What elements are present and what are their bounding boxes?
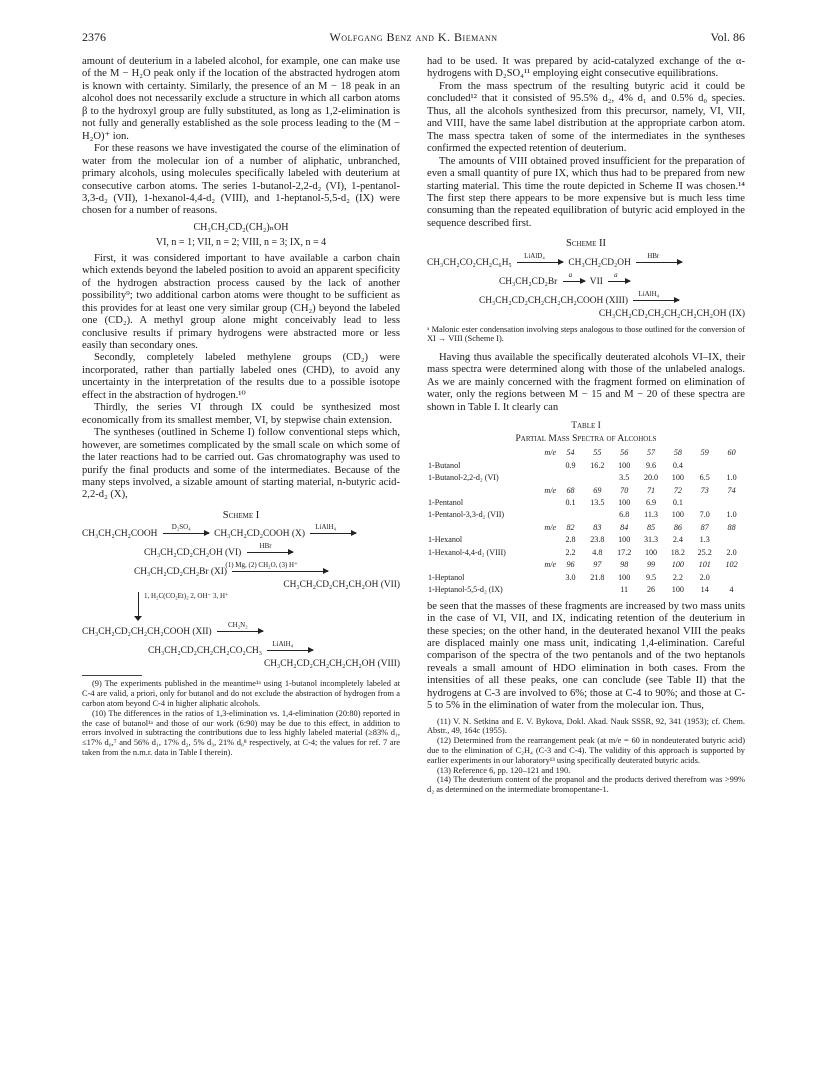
mz-label: m/e <box>544 522 557 532</box>
intensity-cell: 20.0 <box>643 473 659 483</box>
intensity-cell: 0.1 <box>672 497 683 507</box>
intensity-cell: 100 <box>671 510 684 520</box>
reagent-label: HBr <box>259 542 272 551</box>
intensity-cell: 100 <box>671 585 684 595</box>
volume-label: Vol. 86 <box>710 30 745 44</box>
table-row <box>427 547 745 559</box>
footnote: (11) V. N. Setkina and E. V. Bykova, Dokl. Akad. Nauk SSSR, 92, 341 (1953); cf. Chem. Abstr., 49, 164c (1955). <box>427 716 745 736</box>
intensity-cell <box>718 497 745 509</box>
footnotes <box>427 717 745 795</box>
scheme-compound: CH₃CH₂CD₂CH₂CH₂OH (VII) <box>283 580 400 591</box>
scheme-compound: CH₃CH₂CD₂COOH (X) <box>214 529 305 540</box>
intensity-cell: 23.8 <box>590 535 605 545</box>
intensity-cell: 2.0 <box>726 547 737 557</box>
mz-cell: 56 <box>620 448 629 458</box>
intensity-cell: 4.8 <box>592 547 603 557</box>
scheme-compound: CH₃CH₂CD₂CH₂CH₂COOH (XII) <box>82 627 212 638</box>
intensity-cell: 2.0 <box>699 572 710 582</box>
mz-cell: 55 <box>593 448 602 458</box>
mz-cell: 98 <box>620 560 629 570</box>
intensity-cell <box>718 534 745 546</box>
paragraph: For these reasons we have investigated the course of the elimination of water from the molecular ion of a number of aliphatic, unbranched, primary alcohols, using molecules specifically labeled with deuterium at consecutive carbon atoms. The series 1-butanol-2,2-d₂ (VI), 1-pentanol-3,3-d₂ (VII), 1-hexanol-4,4-d₂ (VIII), and 1-heptanol-5,5-d₂ (IX) were chosen for a number of reasons. <box>82 143 400 217</box>
reagent-label: LiAlH₄ <box>272 640 294 649</box>
intensity-cell: 9.5 <box>645 572 657 582</box>
intensity-cell <box>691 460 718 472</box>
mz-cell: 60 <box>727 448 736 458</box>
reaction-arrow <box>608 281 630 283</box>
mz-cell: 68 <box>566 485 575 495</box>
table-row <box>427 509 745 521</box>
intensity-cell: 11.3 <box>644 510 658 520</box>
compound-name: 1-Pentanol <box>428 497 464 507</box>
running-authors: Wolfgang Benz and K. Biemann <box>329 30 498 44</box>
intensity-cell <box>718 460 745 472</box>
intensity-cell: 100 <box>618 572 631 582</box>
mz-cell: 101 <box>698 560 711 570</box>
mz-cell: 70 <box>620 485 629 495</box>
mz-cell: 99 <box>646 560 656 570</box>
intensity-cell <box>557 509 584 521</box>
reaction-arrow <box>247 552 293 554</box>
intensity-cell: 18.2 <box>670 547 685 557</box>
table-row <box>427 572 745 584</box>
compound-name: 1-Heptanol-5,5-d₂ (IX) <box>428 585 503 595</box>
intensity-cell: 7.0 <box>699 510 710 520</box>
paragraph: From the mass spectrum of the resulting butyric acid it could be concluded¹² that it consisted of 95.5% d₂, 4% d₁ and 0.5% d₀ species. Thus, all the alcohols synthesized from this precursor, namely, VI, VII, and VIII, have the same label distribution at the appropriate carbon atom. The mass spectra taken of some of the intermediates in the syntheses confirmed the expected retention of deuterium. <box>427 80 745 155</box>
intensity-cell: 100 <box>644 547 658 557</box>
table-row <box>427 497 745 509</box>
mz-label: m/e <box>544 560 557 570</box>
intensity-cell: 16.2 <box>590 460 605 470</box>
scheme-compound: CH₃CH₂CD₂OH <box>568 257 631 268</box>
table-row <box>427 534 745 546</box>
intensity-cell: 6.9 <box>645 497 657 507</box>
mz-cell: 73 <box>700 485 709 495</box>
reaction-arrow <box>267 650 313 652</box>
table-title: Table I <box>571 421 601 432</box>
reagent-label: LiAlH₄ <box>315 523 337 532</box>
intensity-cell <box>584 472 611 484</box>
mz-cell: 82 <box>566 522 575 532</box>
mz-cell: 72 <box>673 485 682 495</box>
scheme-compound: CH₃CH₂CH₂COOH <box>82 529 158 540</box>
footnote-rule <box>82 675 142 676</box>
paragraph: The amounts of VIII obtained proved insufficient for the preparation of even a small quantity of pure IX, which thus had to be prepared from new starting material. This time the route depicted in Scheme II was chosen.¹⁴ The first step there appears to be more expensive but is much less time consuming than the repeated equilibration of butyric acid employed in the sequence described first. <box>427 155 745 229</box>
footnote: (12) Determined from the rearrangement peak (at m/e = 60 in nondeuterated butyric acid) due to the elimination of C₂H₄ (C-3 and C-4). The validity of this approach is supported by earlier experiments in our laboratory¹³ using specifically deuterated butyric acids. <box>427 736 745 765</box>
intensity-cell: 0.1 <box>565 497 576 507</box>
paragraph: be seen that the masses of these fragments are increased by two mass units in the case of VI, VII, and IX, indicating retention of the deuterium in these species; on the other hand, in the deuterated hexanol VIII the peaks are displaced mainly one mass unit, indicating 1,4-elimination. Careful comparison of the spectra of the two pentanols and of the two heptanols reveals a small amount of HDO elimination in both cases. From the intensities of all these peaks, one can conclude (see Table II) that the hydrogens at C-3 are involved to 6%; those at C-4 to 90%; and those at C-5 to 5% in the elimination of water from the molecular ion. Thus, <box>427 600 745 712</box>
reagent-label: CH₂N₂ <box>227 621 248 630</box>
scheme-compound: CH₃CH₂CO₂CH₂C₆H₅ <box>427 257 512 268</box>
paragraph: had to be used. It was prepared by acid-catalyzed exchange of the α-hydrogens with D₂SO₄¹¹ employing eight consecutive equilibrations. <box>427 56 745 80</box>
compound-name: 1-Butanol <box>428 460 461 470</box>
compound-name: 1-Pentanol-3,3-d₂ (VII) <box>428 510 505 520</box>
table-row <box>427 472 745 484</box>
intensity-cell: 3.5 <box>619 473 630 483</box>
mz-cell: 74 <box>727 485 736 495</box>
reagent-label: LiAlH₄ <box>638 289 660 298</box>
left-column <box>82 56 400 758</box>
paragraph: amount of deuterium in a labeled alcohol, for example, one can make use of the M − H₂O peak only if the location of the abstracted hydrogen atom is known with certainty. Similarly, the presence of an M − 18 peak in an alcohol does not necessarily exclude a structure in which all carbon atoms β to the hydroxyl group are fully substituted, as long as 1,2-elimination is not fully and generally established as the sole process leading to the (M − H₂O)⁺ ion. <box>82 56 400 142</box>
intensity-cell: 9.6 <box>645 460 657 470</box>
mz-cell: 100 <box>671 560 684 570</box>
intensity-cell <box>557 584 584 596</box>
intensity-cell: 2.2 <box>672 572 683 582</box>
mz-cell: 96 <box>566 560 575 570</box>
intensity-cell <box>691 497 718 509</box>
scheme-compound: CH₃CH₂CD₂CH₂CH₂CH₂COOH (XIII) <box>479 295 629 306</box>
paragraph: Secondly, completely labeled methylene groups (CD₂) were incorporated, rather than partially labeled ones (CHD), to avoid any uncertainty in the interpretation of the results due to a possible isotope effect in the abstraction of hydrogen.¹⁰ <box>82 352 400 401</box>
scheme-1-title: Scheme I <box>222 509 260 521</box>
scheme-compound: CH₃CH₂CD₂CH₂CH₂CO₂CH₃ <box>148 646 263 657</box>
compound-name: 1-Hexanol-4,4-d₂ (VIII) <box>428 547 506 557</box>
reagent-label: a <box>614 270 618 279</box>
intensity-cell: 6.8 <box>619 510 630 520</box>
scheme-compound: CH₃CH₂CD₂CH₂Br (XI) <box>134 567 228 578</box>
intensity-cell: 100 <box>618 535 631 545</box>
right-column <box>427 56 745 795</box>
intensity-cell: 4 <box>729 585 734 595</box>
intensity-cell: 25.2 <box>697 547 712 557</box>
intensity-cell: 0.4 <box>672 460 683 470</box>
mz-label: m/e <box>544 448 557 458</box>
intensity-cell: 1.0 <box>726 510 737 520</box>
mass-spectra-table <box>427 447 745 596</box>
reaction-arrow <box>633 300 679 302</box>
reagent-label: HBr <box>647 251 660 260</box>
intensity-cell <box>584 584 611 596</box>
reaction-arrow <box>163 533 209 535</box>
mz-cell: 88 <box>727 522 736 532</box>
mz-cell: 86 <box>673 522 682 532</box>
mz-cell: 84 <box>620 522 629 532</box>
intensity-cell: 21.8 <box>590 572 605 582</box>
intensity-cell: 14 <box>700 585 709 595</box>
table-row <box>427 460 745 472</box>
mz-cell: 69 <box>593 485 602 495</box>
intensity-cell: 100 <box>671 473 684 483</box>
formula-series: VI, n = 1; VII, n = 2; VIII, n = 3; IX, n = 4 <box>155 237 327 249</box>
mz-cell: 85 <box>646 522 656 532</box>
reaction-arrow-vertical <box>138 592 139 618</box>
reagent-label: D₂SO₄ <box>171 523 191 532</box>
scheme-compound: CH₃CH₂CD₂Br <box>499 276 558 287</box>
scheme-2 <box>427 251 745 321</box>
reagent-label: (1) Mg, (2) CH₂O, (3) H⁺ <box>225 561 298 570</box>
intensity-cell: 100 <box>618 497 631 507</box>
arrow-head <box>134 616 142 621</box>
scheme-2-title: Scheme II <box>566 238 606 250</box>
scheme-footnote: ᵃ Malonic ester condensation involving steps analogous to those outlined for the conversion of XI → VIII (Scheme I). <box>427 324 745 344</box>
reaction-arrow <box>517 262 563 264</box>
footnote: (14) The deuterium content of the propanol and the products derived therefrom was >99% d₂ as determined on the intermediate bromopentane-1. <box>427 775 745 795</box>
reagent-label: a <box>568 270 573 279</box>
intensity-cell: 1.0 <box>726 473 737 483</box>
intensity-cell <box>584 509 611 521</box>
paragraph: Having thus available the specifically deuterated alcohols VI–IX, their mass spectra were determined along with those of the unlabeled analogs. As we are mainly concerned with the fragment formed on elimination of water, only the regions between M − 15 and M − 20 of these spectra are shown in Table I. It clearly can <box>427 351 745 413</box>
intensity-cell: 13.5 <box>590 497 605 507</box>
compound-name: 1-Heptanol <box>428 572 465 582</box>
intensity-cell: 11 <box>620 585 629 595</box>
compound-name: 1-Hexanol <box>428 535 463 545</box>
reaction-arrow <box>232 571 328 573</box>
scheme-compound: VII <box>589 276 603 287</box>
mz-cell: 57 <box>646 448 656 458</box>
footnote: (9) The experiments published in the meantime¹ᵃ using 1-butanol incompletely labeled at C-4 are valid, a priori, only for butanol and do not exclude the abstraction of hydrogen from a carbon atom beyond C-4 in higher aliphatic alcohols. <box>82 679 400 708</box>
intensity-cell: 31.3 <box>643 535 659 545</box>
mz-cell: 71 <box>646 485 656 495</box>
intensity-cell: 6.5 <box>699 473 710 483</box>
general-formula: CH₃CH₂CD₂(CH₂)ₙOH <box>193 221 289 233</box>
mz-cell: 102 <box>725 560 738 570</box>
reaction-arrow <box>636 262 682 264</box>
reaction-arrow <box>563 281 585 283</box>
paragraph: The syntheses (outlined in Scheme I) follow conventional steps which, however, are sometimes complicated by the small scale on which some of the later reactions had to be carried out. Gas chromatography was used to purify the final products and some of the intermediates. Because of the many steps involved, a sizable amount of starting material, n-butyric acid-2,2-d₂ (X), <box>82 427 400 501</box>
mz-label: m/e <box>544 485 557 495</box>
footnote: (13) Reference 6, pp. 120–121 and 190. <box>437 765 571 775</box>
intensity-cell: 2.8 <box>565 535 576 545</box>
intensity-cell: 2.2 <box>565 547 576 557</box>
intensity-cell: 100 <box>618 460 631 470</box>
paragraph: First, it was considered important to have available a carbon chain which extends beyond the labeled position to avoid an apparent specificity of the hydrogen abstraction process caused by the lack of another possibility⁹; two additional carbon atoms were thought to be sufficient as this provides for at least one very similar group (CH₂) beyond the labeled one (CD₂). A methyl group alone might conceivably lead to less conclusive results if primary hydrogens were abstracted more or less easily than secondary ones. <box>82 252 400 351</box>
table-mz-row <box>427 447 745 459</box>
intensity-cell <box>557 472 584 484</box>
table-row <box>427 584 745 596</box>
mz-cell: 83 <box>593 522 602 532</box>
scheme-1 <box>82 523 400 671</box>
mz-cell: 58 <box>673 448 682 458</box>
intensity-cell <box>718 572 745 584</box>
scheme-compound: CH₃CH₂CD₂CH₂CH₂CH₂OH (VIII) <box>263 659 400 670</box>
footnotes <box>82 679 400 757</box>
running-header <box>82 30 745 46</box>
scheme-compound: CH₃CH₂CD₂CH₂CH₂CH₂CH₂OH (IX) <box>598 308 745 319</box>
table-mz-row <box>427 485 745 497</box>
table-caption: Partial Mass Spectra of Alcohols <box>515 433 657 444</box>
intensity-cell: 17.2 <box>617 547 632 557</box>
mz-cell: 54 <box>566 448 575 458</box>
table-mz-row <box>427 559 745 571</box>
intensity-cell: 0.9 <box>565 460 576 470</box>
mz-cell: 87 <box>700 522 709 532</box>
intensity-cell: 1.3 <box>699 535 710 545</box>
intensity-cell: 2.4 <box>672 535 683 545</box>
reaction-arrow <box>217 631 263 633</box>
intensity-cell: 26 <box>646 585 656 595</box>
page-number: 2376 <box>82 30 106 44</box>
table-mz-row <box>427 522 745 534</box>
paragraph: Thirdly, the series VI through IX could be synthesized most economically from its smallest member, VI, by stepwise chain extension. <box>82 402 400 426</box>
scheme-compound: CH₃CH₂CD₂CH₂OH (VI) <box>144 548 242 559</box>
mz-cell: 59 <box>700 448 709 458</box>
intensity-cell: 3.0 <box>565 572 576 582</box>
reagent-label: 1, H₂C(CO₂Et)₂ 2, OH⁻ 3, H⁺ <box>144 592 229 601</box>
reagent-label: LiAlD₄ <box>524 251 545 260</box>
mz-cell: 97 <box>593 560 602 570</box>
reaction-arrow <box>310 533 356 535</box>
compound-name: 1-Butanol-2,2-d₂ (VI) <box>428 473 499 483</box>
footnote: (10) The differences in the ratios of 1,3-elimination vs. 1,4-elimination (20:80) reported in the case of butanol¹ᵃ and those of our work (6:90) may be due to this effect, in addition to errors involved in subtracting the contributions due to less highly labeled material (≥83% d₁, ≤17% d₀,⁷ and 56% d₁, 17% d₂, 5% d₃, 21% d₀⁸ respectively, at C-4; the values for ref. 7 are taken from the n.m.r. data in Table I therein). <box>82 708 400 757</box>
